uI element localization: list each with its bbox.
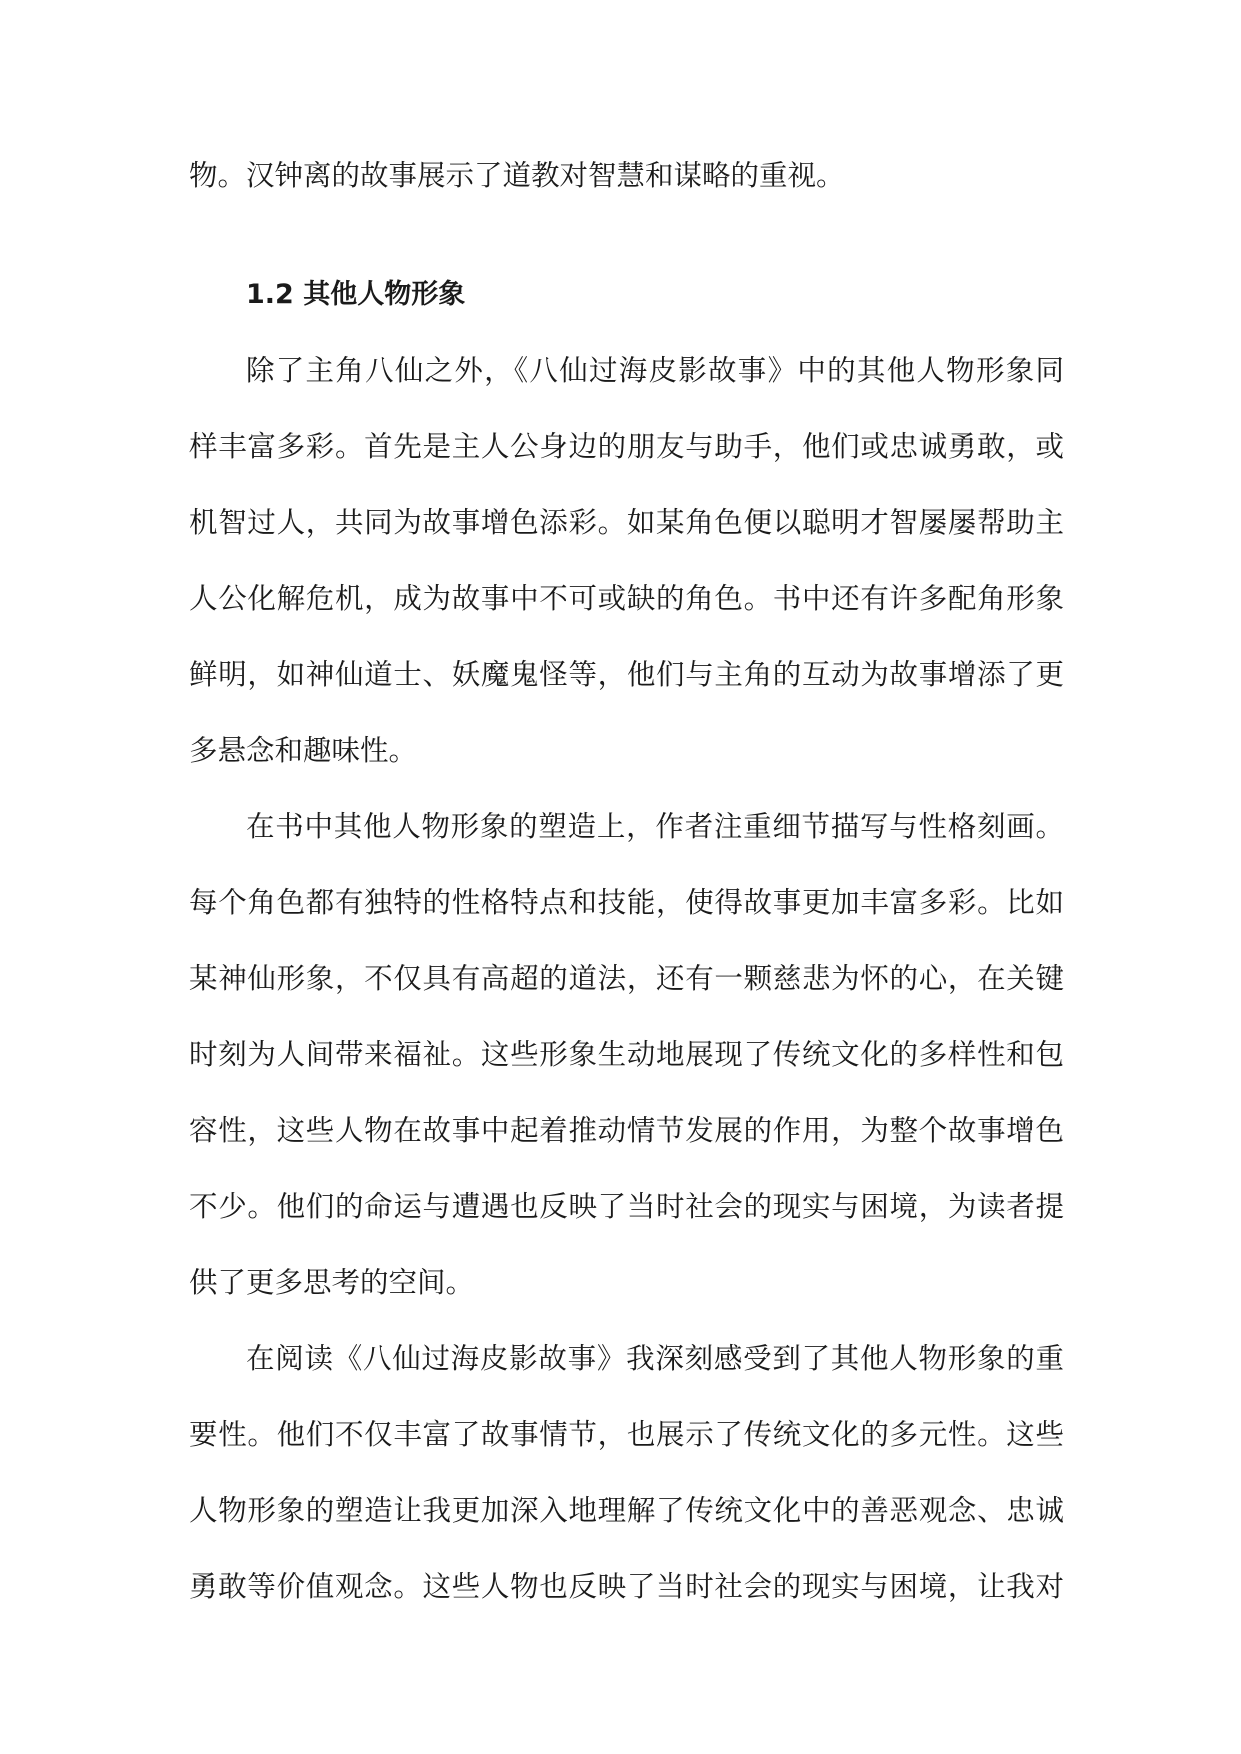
paragraph-line: 每个角色都有独特的性格特点和技能，使得故事更加丰富多彩。比如 [189, 886, 1064, 919]
paragraph-line: 样丰富多彩。首先是主人公身边的朋友与助手，他们或忠诚勇敢，或 [189, 430, 1064, 463]
paragraph-line: 除了主角八仙之外，《八仙过海皮影故事》中的其他人物形象同 [246, 354, 1064, 387]
paragraph-line: 勇敢等价值观念。这些人物也反映了当时社会的现实与困境，让我对 [189, 1570, 1064, 1603]
paragraph-line: 时刻为人间带来福祉。这些形象生动地展现了传统文化的多样性和包 [189, 1038, 1064, 1071]
paragraph-line: 供了更多思考的空间。 [189, 1266, 475, 1299]
document-body [189, 138, 1064, 1625]
paragraph-line: 在书中其他人物形象的塑造上，作者注重细节描写与性格刻画。 [246, 810, 1064, 843]
paragraph-line: 不少。他们的命运与遭遇也反映了当时社会的现实与困境，为读者提 [189, 1190, 1064, 1223]
paragraph-line: 物。汉钟离的故事展示了道教对智慧和谋略的重视。 [189, 159, 845, 192]
paragraph-line: 人物形象的塑造让我更加深入地理解了传统文化中的善恶观念、忠诚 [189, 1494, 1064, 1527]
section-heading: 1.2 其他人物形象 [246, 279, 466, 310]
paragraph-line: 容性，这些人物在故事中起着推动情节发展的作用，为整个故事增色 [189, 1114, 1064, 1147]
paragraph-line: 要性。他们不仅丰富了故事情节，也展示了传统文化的多元性。这些 [189, 1418, 1064, 1451]
paragraph-line: 机智过人，共同为故事增色添彩。如某角色便以聪明才智屡屡帮助主 [189, 506, 1064, 539]
paragraph-line: 在阅读《八仙过海皮影故事》我深刻感受到了其他人物形象的重 [246, 1342, 1064, 1375]
paragraph-line: 人公化解危机，成为故事中不可或缺的角色。书中还有许多配角形象 [189, 582, 1064, 615]
paragraph-line: 多悬念和趣味性。 [189, 734, 418, 767]
paragraph-line: 鲜明，如神仙道士、妖魔鬼怪等，他们与主角的互动为故事增添了更 [189, 658, 1064, 691]
paragraph-line: 某神仙形象，不仅具有高超的道法，还有一颗慈悲为怀的心，在关键 [189, 962, 1064, 995]
